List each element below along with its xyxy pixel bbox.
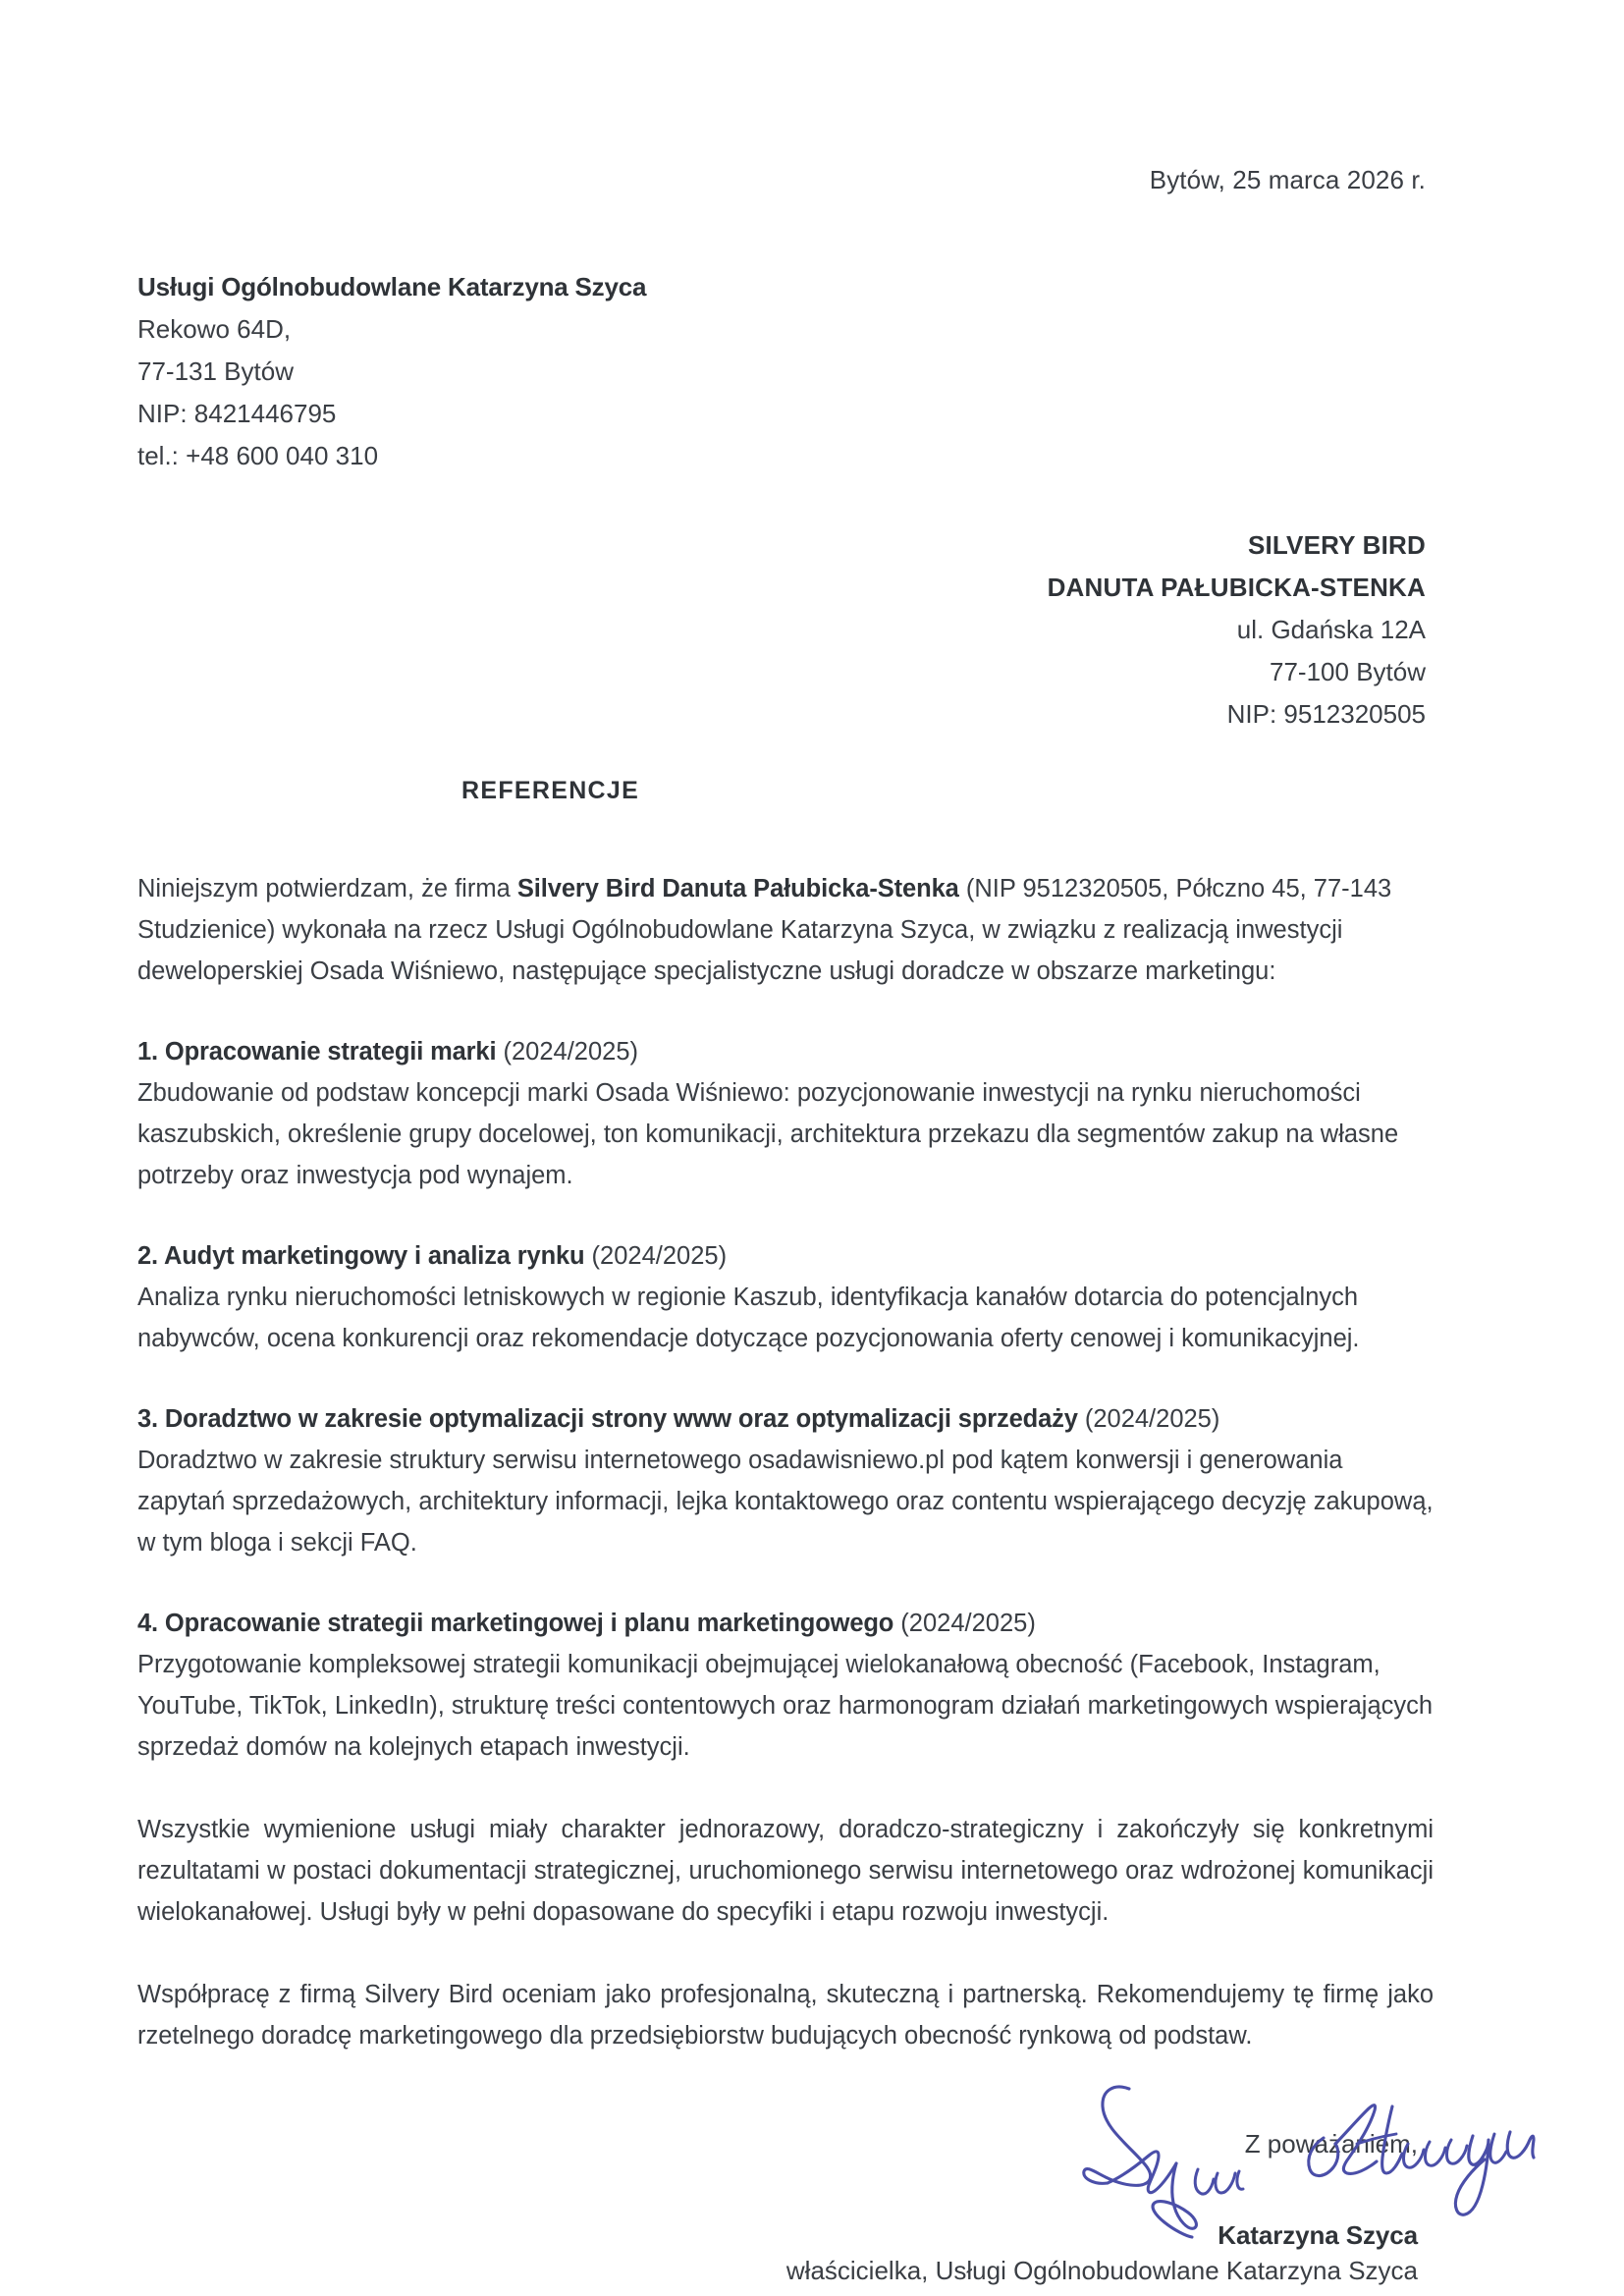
service-heading-row: [137, 1235, 1434, 1277]
service-years: (2024/2025): [584, 1242, 728, 1270]
sender-name: Usługi Ogólnobudowlane Katarzyna Szyca: [137, 272, 647, 301]
sender-postal-city: 77-131 Bytów: [137, 356, 294, 386]
intro-suffix: (NIP 9512320505, Półczno 45, 77-143 Studzienice) wykonała na rzecz Usługi Ogólnobudowlane Katarzyna Szyca, w związku z realizacją inwestycji deweloperskiej Osada Wiśniewo, następujące specjalistyczne usługi doradcze w obszarze marketingu:: [137, 875, 1392, 985]
recipient-company: SILVERY BIRD: [1247, 530, 1426, 560]
closing-salutation: Z poważaniem,: [1244, 2129, 1418, 2159]
sender-street: Rekowo 64D,: [137, 314, 292, 344]
service-heading: 3. Doradztwo w zakresie optymalizacji strony www oraz optymalizacji sprzedaży: [137, 1405, 1078, 1433]
service-years: (2024/2025): [1077, 1405, 1220, 1433]
service-years: (2024/2025): [496, 1038, 639, 1066]
signer-role: właścicielka, Usługi Ogólnobudowlane Katarzyna Szyca: [785, 2256, 1418, 2285]
service-item: [137, 1031, 1434, 1196]
intro-prefix: Niniejszym potwierdzam, że firma: [137, 875, 517, 902]
service-heading: 4. Opracowanie strategii marketingowej i planu marketingowego: [137, 1610, 894, 1637]
sender-phone: tel.: +48 600 040 310: [137, 441, 379, 470]
page-title: REFERENCJE: [461, 777, 640, 804]
service-heading-row: [137, 1031, 1434, 1072]
service-item: [137, 1398, 1434, 1563]
summary-paragraph: Wszystkie wymienione usługi miały charakter jednorazowy, doradczo-strategiczny i zakończyły się konkretnymi rezultatami w postaci dokumentacji strategicznej, uruchomionego serwisu internetowego oraz wdrożonej komunikacji wielokanałowej. Usługi były w pełni dopasowane do specyfiki i etapu rozwoju inwestycji.: [137, 1816, 1434, 1926]
sender-nip: NIP: 8421446795: [137, 399, 337, 428]
service-description: Zbudowanie od podstaw koncepcji marki Osada Wiśniewo: pozycjonowanie inwestycji na rynku nieruchomości kaszubskich, określenie grupy docelowej, ton komunikacji, architektura przekazu dla segmentów zakup na własne potrzeby oraz inwestycja pod wynajem.: [137, 1079, 1399, 1189]
recipient-nip: NIP: 9512320505: [1226, 699, 1426, 729]
signer-name: Katarzyna Szyca: [1218, 2220, 1418, 2250]
service-heading-row: [137, 1603, 1434, 1644]
service-description: Doradztwo w zakresie struktury serwisu internetowego osadawisniewo.pl pod kątem konwersji i generowania zapytań sprzedażowych, architektury informacji, lejka kontaktowego oraz contentu wspierającego decyzję zakupową, w tym bloga i sekcji FAQ.: [137, 1447, 1434, 1557]
recipient-postal-city: 77-100 Bytów: [1270, 657, 1426, 686]
recipient-owner: DANUTA PAŁUBICKA-STENKA: [1047, 573, 1426, 602]
service-heading: 2. Audyt marketingowy i analiza rynku: [137, 1242, 585, 1270]
handwritten-signature: [1011, 2067, 1581, 2273]
service-description: Analiza rynku nieruchomości letniskowych w regionie Kaszub, identyfikacja kanałów dotarcia do potencjalnych nabywców, ocena konkurencji oraz rekomendacje dotyczące pozycjonowania oferty cenowej i komunikacyjnej.: [137, 1284, 1360, 1352]
service-item: [137, 1235, 1434, 1359]
service-heading: 1. Opracowanie strategii marki: [137, 1038, 497, 1066]
date-line: Bytów, 25 marca 2026 r.: [1149, 165, 1426, 194]
service-years: (2024/2025): [893, 1610, 1036, 1637]
service-item: [137, 1603, 1434, 1768]
recommendation-paragraph: Współpracę z firmą Silvery Bird oceniam jako profesjonalną, skuteczną i partnerską. Rekomendujemy tę firmę jako rzetelnego doradcę marketingowego dla przedsiębiorstw budujących obecność rynkową od podstaw.: [137, 1981, 1434, 2050]
intro-paragraph: [137, 868, 1434, 992]
service-heading-row: [137, 1398, 1434, 1440]
sender-address-block: [137, 266, 1434, 477]
intro-company-name: Silvery Bird Danuta Pałubicka-Stenka: [516, 875, 959, 902]
recipient-address-block: [137, 524, 1434, 736]
signature-ink-icon: [1011, 2067, 1581, 2273]
service-description: Przygotowanie kompleksowej strategii komunikacji obejmującej wielokanałową obecność (Facebook, Instagram, YouTube, TikTok, LinkedIn), strukturę treści contentowych oraz harmonogram działań marketingowych wspierających sprzedaż domów na kolejnych etapach inwestycji.: [137, 1651, 1434, 1761]
document-content: [137, 0, 1434, 2290]
recipient-street: ul. Gdańska 12A: [1236, 615, 1426, 644]
